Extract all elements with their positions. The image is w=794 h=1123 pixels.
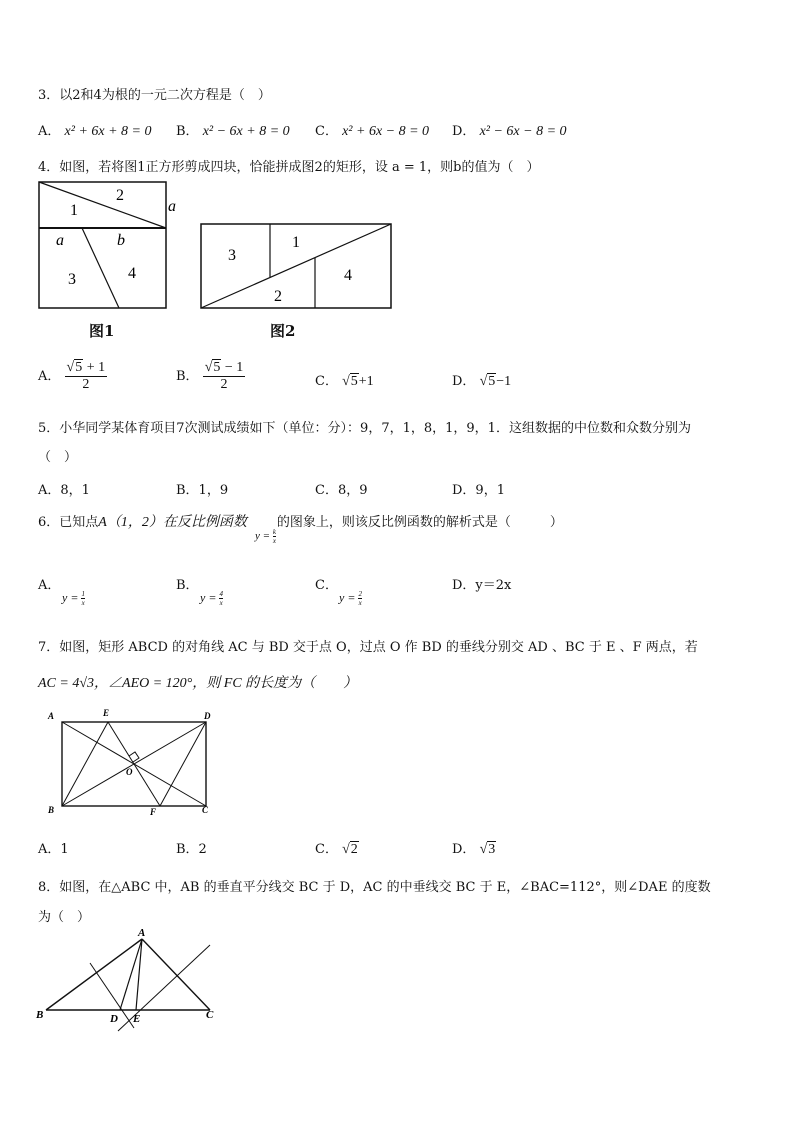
fig1-label-4: 4 bbox=[128, 265, 136, 282]
fig1-caption: 图1 bbox=[89, 322, 115, 340]
q4-answer-a: $\frac{√5 + 1}{2}$ bbox=[66, 360, 106, 392]
q3-option-d: D． x² − 6x − 8 = 0 bbox=[452, 124, 567, 139]
fig1-label-1: 1 bbox=[70, 202, 78, 219]
q7-label-B: B bbox=[48, 805, 55, 815]
q8-figure bbox=[32, 925, 232, 1035]
q5-stem: 5．小华同学某体育项目7次测试成绩如下（单位：分）：9，7，1，8，1，9，1．这组数据的中位数和众数分别为 bbox=[38, 421, 691, 436]
q7-option-b: B．2 bbox=[176, 842, 207, 857]
q7-label-E: E bbox=[103, 708, 110, 718]
fig2-caption: 图2 bbox=[270, 322, 296, 340]
q4-option-b: B． $\frac{√5 - 1}{2}$ bbox=[176, 360, 244, 392]
q6-option-a: A． bbox=[38, 578, 61, 593]
q7-answer-c: √2 bbox=[342, 842, 358, 857]
q6-option-d: D．y＝2x bbox=[452, 578, 512, 593]
q4-figures bbox=[30, 175, 410, 317]
q8-label-A: A bbox=[138, 927, 146, 939]
q3-stem: 3．以2和4为根的一元二次方程是（ ） bbox=[38, 88, 271, 103]
q4-answer-d: √5−1 bbox=[479, 374, 512, 389]
q7-stem: 7．如图，矩形 ABCD 的对角线 AC 与 BD 交于点 O，过点 O 作 BD 的垂线分别交 AD 、BC 于 E 、F 两点，若 bbox=[38, 640, 698, 655]
q7-right-angle-mark bbox=[129, 752, 139, 762]
q6-function: y = $\frac{k}{x}$ bbox=[255, 528, 276, 545]
q7-label-A: A bbox=[48, 711, 55, 721]
q6-option-b: B． bbox=[176, 578, 199, 593]
q4-answer-b: $\frac{√5 - 1}{2}$ bbox=[204, 360, 244, 392]
fig1-label-2: 2 bbox=[116, 187, 124, 204]
q6-option-c: C． bbox=[315, 578, 338, 593]
q6-answer-b: y = $\frac{4}{x}$ bbox=[200, 590, 223, 607]
q6-answer-a: y = $\frac{1}{x}$ bbox=[62, 590, 85, 607]
q4-option-c: C． √5+1 bbox=[315, 374, 374, 389]
q3-eq-b: x² − 6x + 8 = 0 bbox=[202, 124, 290, 139]
q7-answer-d: √3 bbox=[479, 842, 496, 857]
q4-option-d: D． √5−1 bbox=[452, 374, 512, 389]
q7-option-d: D． √3 bbox=[452, 842, 496, 857]
q5-stem-cont: （ ） bbox=[38, 450, 78, 465]
q7-option-a: A．1 bbox=[38, 842, 69, 857]
q8-perp-bisector-AC bbox=[118, 945, 210, 1031]
fig1-label-a-side: a bbox=[168, 198, 176, 215]
q8-stem-cont: 为（ ） bbox=[38, 910, 91, 925]
q4-answer-c: √5+1 bbox=[342, 374, 374, 389]
q8-stem: 8．如图，在△ABC 中，AB 的垂直平分线交 BC 于 D，AC 的中垂线交 BC 于 E，∠BAC=112°，则∠DAE 的度数 bbox=[38, 880, 711, 895]
q7-label-F: F bbox=[150, 807, 157, 817]
fig1-cut bbox=[82, 228, 119, 308]
fig2-label-3: 3 bbox=[228, 247, 236, 264]
q7-label-C: C bbox=[202, 805, 209, 815]
q3-option-a: A． x² + 6x + 8 = 0 bbox=[38, 124, 152, 139]
q8-label-E: E bbox=[133, 1013, 141, 1025]
fig2-label-1: 1 bbox=[292, 234, 300, 251]
q5-option-b: B．1，9 bbox=[176, 483, 229, 498]
q3-eq-d: x² − 6x − 8 = 0 bbox=[479, 124, 567, 139]
q8-label-C: C bbox=[206, 1009, 214, 1021]
fig2-label-2: 2 bbox=[274, 288, 282, 305]
q5-option-c: C．8，9 bbox=[315, 483, 368, 498]
fig1-label-a: a bbox=[56, 232, 64, 249]
q3-option-c: C． x² + 6x − 8 = 0 bbox=[315, 124, 430, 139]
fig2-label-4: 4 bbox=[344, 267, 352, 284]
fig1-label-b: b bbox=[117, 232, 125, 249]
q8-side-AB bbox=[46, 939, 142, 1010]
q3-eq-a: x² + 6x + 8 = 0 bbox=[64, 124, 152, 139]
q4-stem: 4．如图，若将图1正方形剪成四块，恰能拼成图2的矩形，设 a = 1，则b的值为（ ） bbox=[38, 160, 540, 175]
q3-eq-c: x² + 6x − 8 = 0 bbox=[342, 124, 430, 139]
q6-point: A（1，2）在反比例函数 bbox=[98, 515, 247, 530]
q5-option-a: A．8，1 bbox=[38, 483, 90, 498]
q4-option-a: A． $\frac{√5 + 1}{2}$ bbox=[38, 360, 106, 392]
q3-option-b: B． x² − 6x + 8 = 0 bbox=[176, 124, 290, 139]
fig1-diagonal bbox=[39, 182, 166, 228]
q6-answer-c: y = $\frac{2}{x}$ bbox=[339, 590, 362, 607]
q7-stem-cont: AC = 4√3，∠AEO = 120°，则 FC 的长度为（ ） bbox=[38, 676, 358, 691]
q7-label-D: D bbox=[204, 711, 211, 721]
q8-label-B: B bbox=[36, 1009, 44, 1021]
q6-stem: 6．已知点A（1，2）在反比例函数 的图象上，则该反比例函数的解析式是（ ） bbox=[38, 515, 563, 530]
q8-label-D: D bbox=[110, 1013, 118, 1025]
q7-option-c: C． √2 bbox=[315, 842, 358, 857]
q7-label-O: O bbox=[126, 767, 133, 777]
fig1-label-3: 3 bbox=[68, 271, 76, 288]
q7-figure bbox=[40, 705, 230, 820]
q5-option-d: D．9，1 bbox=[452, 483, 505, 498]
